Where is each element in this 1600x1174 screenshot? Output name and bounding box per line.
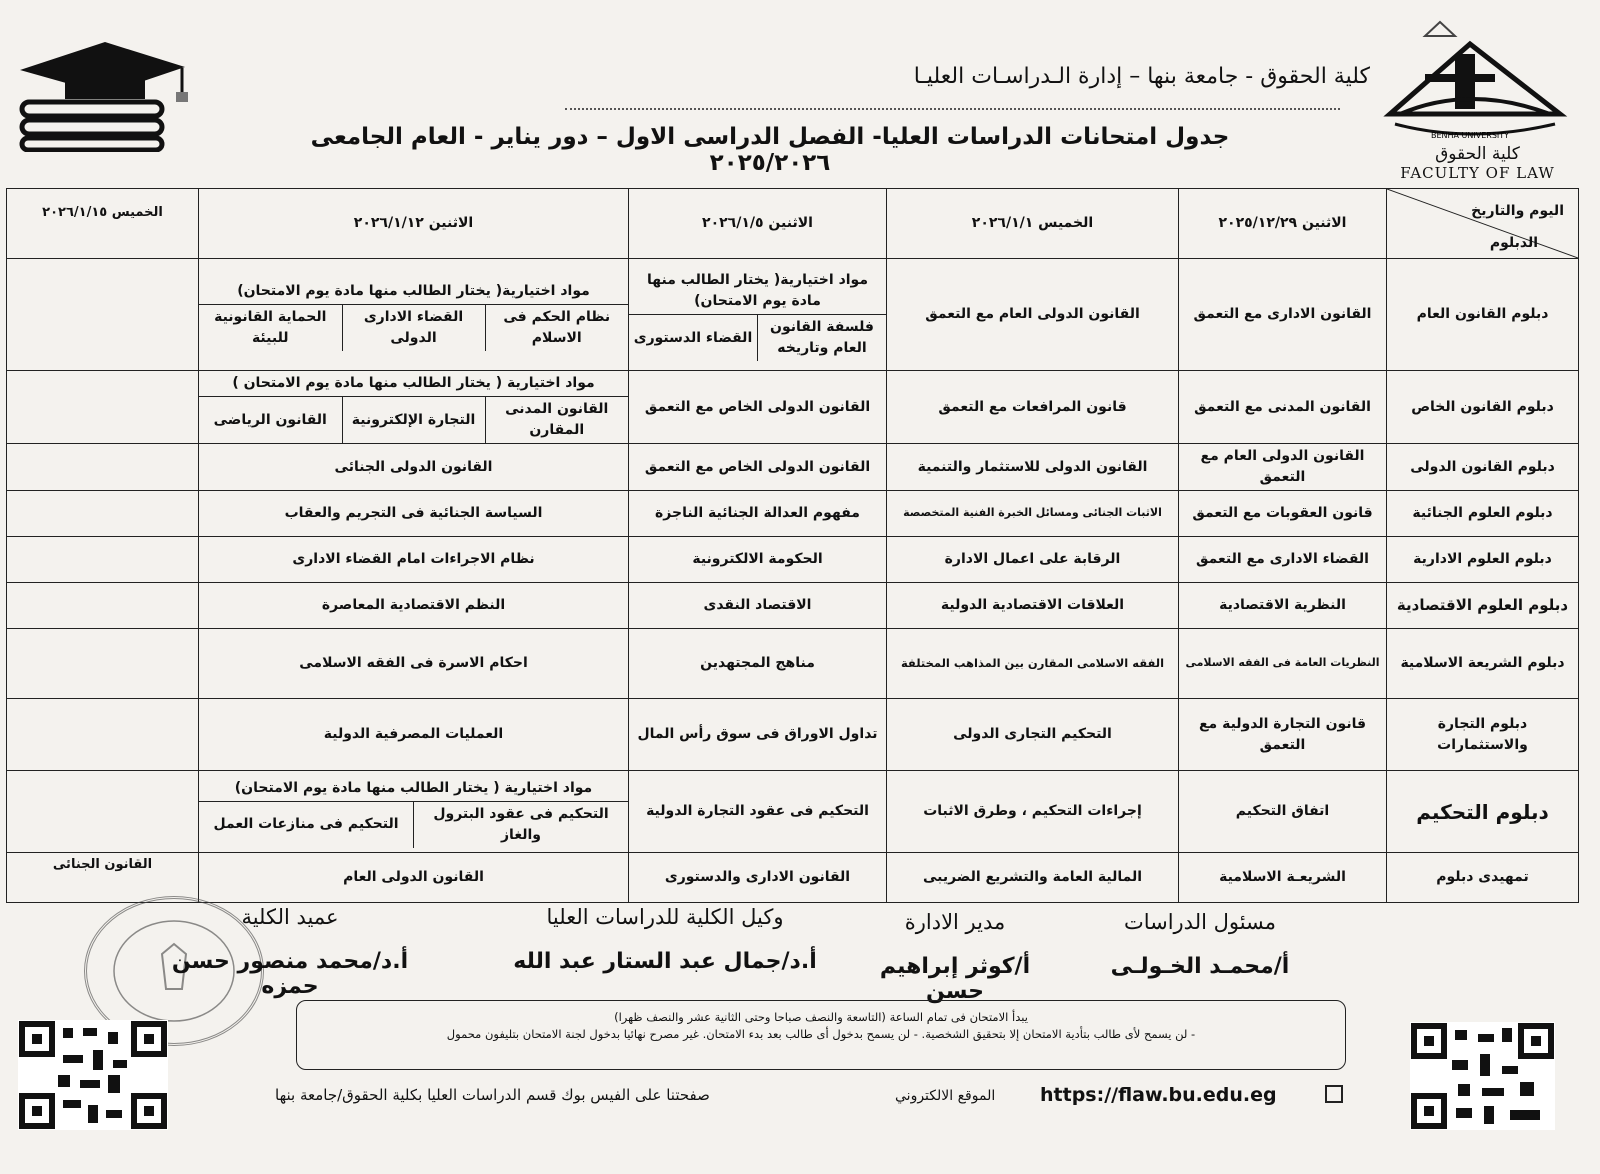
signature-role: عميد الكلية bbox=[241, 905, 339, 929]
day-header-3: الاثنين ٢٠٢٦/١/٥ bbox=[629, 189, 887, 259]
signature-director bbox=[850, 910, 1060, 1004]
university-logo bbox=[1370, 14, 1585, 184]
logo-uni-text: BENHA UNIVERSITY bbox=[1430, 131, 1510, 140]
exam-cell: قانون التجارة الدولية مع التعمق bbox=[1179, 699, 1387, 771]
signature-dean bbox=[140, 905, 440, 999]
diploma-cell: تمهيدى دبلوم bbox=[1387, 853, 1579, 903]
exam-cell bbox=[7, 583, 199, 629]
exam-cell: القانون المدنى المقارن bbox=[485, 397, 628, 444]
exam-cell: القضاء الادارى مع التعمق bbox=[1179, 537, 1387, 583]
signature-name: أ/كوثر إبراهيم حسن bbox=[879, 954, 1031, 1004]
exam-cell bbox=[7, 444, 199, 491]
table-row bbox=[7, 629, 1579, 699]
exam-cell: إجراءات التحكيم ، وطرق الاثبات bbox=[887, 771, 1179, 853]
facebook-page-text: صفحتنا على الفيس بوك قسم الدراسات العليا بكلية الحقوق/جامعة بنها bbox=[275, 1086, 710, 1104]
exam-cell bbox=[7, 491, 199, 537]
elective-cell bbox=[199, 259, 629, 371]
exam-cell: نظام الاجراءات امام القضاء الادارى bbox=[199, 537, 629, 583]
exam-cell: القانون الدولى للاستثمار والتنمية bbox=[887, 444, 1179, 491]
website-label: الموقع الالكتروني bbox=[895, 1088, 996, 1104]
exam-cell: القانون الدولى العام مع التعمق bbox=[887, 259, 1179, 371]
notice-line-1: يبدأ الامتحان فى تمام الساعة (التاسعة والنصف صباحا وحتى الثانية عشر والنصف ظهرا) bbox=[614, 1010, 1028, 1024]
table-row bbox=[7, 537, 1579, 583]
exam-cell bbox=[7, 371, 199, 444]
page-title: جدول امتحانات الدراسات العليا- الفصل الدراسى الاول – دور يناير - العام الجامعى ٢٠٢٥/٢٠٢٦ bbox=[310, 124, 1230, 176]
exam-cell: القانون الادارى والدستورى bbox=[629, 853, 887, 903]
exam-cell bbox=[7, 629, 199, 699]
day-header-5: الخميس ٢٠٢٦/١/١٥ bbox=[7, 189, 199, 259]
exam-cell bbox=[7, 259, 199, 371]
exam-cell: التحكيم فى عقود التجارة الدولية bbox=[629, 771, 887, 853]
exam-cell: القانون المدنى مع التعمق bbox=[1179, 371, 1387, 444]
signature-role: مسئول الدراسات bbox=[1123, 910, 1277, 934]
elective-cell bbox=[199, 371, 629, 444]
signature-name: أ/محمـد الخـولـى bbox=[1110, 954, 1290, 979]
signature-name: أ.د/محمد منصور حسن حمزه bbox=[171, 949, 409, 999]
logo-english-text: FACULTY OF LAW bbox=[1400, 164, 1555, 182]
exam-cell: الاقتصاد النقدى bbox=[629, 583, 887, 629]
exam-cell: الحماية القانونية للبيئة bbox=[199, 304, 342, 351]
exam-cell: الشريعـة الاسلامية bbox=[1179, 853, 1387, 903]
day-header-1: الاثنين ٢٠٢٥/١٢/٢٩ bbox=[1179, 189, 1387, 259]
diploma-cell: دبلوم القانون العام bbox=[1387, 259, 1579, 371]
diploma-cell: دبلوم العلوم الاقتصادية bbox=[1387, 583, 1579, 629]
exam-cell: مناهج المجتهدين bbox=[629, 629, 887, 699]
diploma-cell: دبلوم الشريعة الاسلامية bbox=[1387, 629, 1579, 699]
exam-cell: التحكيم التجارى الدولى bbox=[887, 699, 1179, 771]
qr-code-icon[interactable] bbox=[1410, 1022, 1555, 1132]
signature-name: أ.د/جمال عبد الستار عبد الله bbox=[513, 949, 817, 974]
exam-cell: قانون المرافعات مع التعمق bbox=[887, 371, 1179, 444]
exam-cell: الحكومة الالكترونية bbox=[629, 537, 887, 583]
exam-cell: القانون الدولى الخاص مع التعمق bbox=[629, 444, 887, 491]
diploma-cell: دبلوم العلوم الجنائية bbox=[1387, 491, 1579, 537]
exam-notice-box bbox=[296, 1000, 1346, 1070]
university-line: كلية الحقوق - جامعة بنها – إدارة الـدراسـات العليـا bbox=[913, 64, 1370, 89]
exam-cell bbox=[7, 771, 199, 853]
exam-cell: الرقابة على اعمال الادارة bbox=[887, 537, 1179, 583]
signature-vice-dean bbox=[500, 905, 830, 974]
table-row bbox=[7, 259, 1579, 371]
diploma-cell: دبلوم التحكيم bbox=[1387, 771, 1579, 853]
day-header-4: الاثنين ٢٠٢٦/١/١٢ bbox=[199, 189, 629, 259]
exam-cell: الاثبات الجنائى ومسائل الخبرة الفنية المتخصصة bbox=[887, 491, 1179, 537]
exam-cell: فلسفة القانون العام وتاريخه bbox=[758, 315, 887, 362]
diploma-cell: دبلوم القانون الدولى bbox=[1387, 444, 1579, 491]
exam-cell: القانون الدولى العام bbox=[199, 853, 629, 903]
signature-role: مدير الادارة bbox=[904, 910, 1006, 934]
table-row bbox=[7, 444, 1579, 491]
exam-cell: تداول الاوراق فى سوق رأس المال bbox=[629, 699, 887, 771]
exam-cell: القانون الدولى الخاص مع التعمق bbox=[629, 371, 887, 444]
exam-cell bbox=[7, 699, 199, 771]
exam-cell: القانون الدولى العام مع التعمق bbox=[1179, 444, 1387, 491]
table-row bbox=[7, 699, 1579, 771]
qr-code-icon[interactable] bbox=[18, 1020, 168, 1130]
graduation-cap-icon bbox=[10, 22, 190, 152]
notice-line-2: - لن يسمح لأى طالب بتأدية الامتحان إلا بتحقيق الشخصية. - لن يسمح بدخول أى طالب بعد بدء الامتحان. غير مصرح نهائيا بدخول لجنة الامتحان بتليفون محمول bbox=[446, 1026, 1196, 1041]
exam-cell: السياسة الجنائية فى التجريم والعقاب bbox=[199, 491, 629, 537]
elective-note: مواد اختيارية( يختار الطالب منها مادة يوم الامتحان) bbox=[199, 279, 628, 305]
exam-cell: القانون الرياضى bbox=[199, 397, 342, 444]
exam-cell bbox=[7, 537, 199, 583]
exam-cell: القانون الدولى الجنائى bbox=[199, 444, 629, 491]
website-link[interactable]: https://flaw.bu.edu.eg bbox=[1040, 1084, 1277, 1106]
exam-cell: التحكيم فى عقود البترول والغاز bbox=[414, 801, 629, 848]
exam-cell: النظريات العامة فى الفقه الاسلامى bbox=[1179, 629, 1387, 699]
table-row bbox=[7, 371, 1579, 444]
day-header-2: الخميس ٢٠٢٦/١/١ bbox=[887, 189, 1179, 259]
checkbox-icon bbox=[1325, 1085, 1343, 1103]
exam-cell: القانون الادارى مع التعمق bbox=[1179, 259, 1387, 371]
exam-cell: النظرية الاقتصادية bbox=[1179, 583, 1387, 629]
exam-cell: القانون الجنائى bbox=[7, 853, 199, 903]
exam-cell: قانون العقوبات مع التعمق bbox=[1179, 491, 1387, 537]
exam-cell: القضاء الادارى الدولى bbox=[342, 304, 485, 351]
corner-cell bbox=[1387, 189, 1579, 259]
exam-cell: اتفاق التحكيم bbox=[1179, 771, 1387, 853]
diploma-cell: دبلوم القانون الخاص bbox=[1387, 371, 1579, 444]
elective-note: مواد اختيارية ( يختار الطالب منها مادة يوم الامتحان ) bbox=[199, 371, 628, 397]
table-row bbox=[7, 853, 1579, 903]
exam-cell: الفقه الاسلامى المقارن بين المذاهب المختلفة bbox=[887, 629, 1179, 699]
exam-cell: نظام الحكم فى الاسلام bbox=[485, 304, 628, 351]
exam-cell: المالية العامة والتشريع الضريبى bbox=[887, 853, 1179, 903]
exam-cell: مفهوم العدالة الجنائية الناجزة bbox=[629, 491, 887, 537]
elective-cell bbox=[629, 259, 887, 371]
exam-schedule-table bbox=[6, 188, 1579, 903]
table-row bbox=[7, 583, 1579, 629]
elective-note: مواد اختيارية ( يختار الطالب منها مادة يوم الامتحان) bbox=[199, 776, 628, 802]
table-header-row bbox=[7, 189, 1579, 259]
header-divider bbox=[565, 108, 1340, 110]
diploma-cell: دبلوم التجارة والاستثمارات bbox=[1387, 699, 1579, 771]
exam-cell: العمليات المصرفية الدولية bbox=[199, 699, 629, 771]
elective-note: مواد اختيارية( يختار الطالب منها مادة يوم الامتحان) bbox=[629, 268, 886, 315]
exam-cell: القضاء الدستورى bbox=[629, 315, 758, 362]
exam-cell: التحكيم فى منازعات العمل bbox=[199, 801, 414, 848]
table-row bbox=[7, 491, 1579, 537]
elective-cell bbox=[199, 771, 629, 853]
signature-studies bbox=[1100, 910, 1300, 979]
table-row bbox=[7, 771, 1579, 853]
diploma-cell: دبلوم العلوم الادارية bbox=[1387, 537, 1579, 583]
signature-role: وكيل الكلية للدراسات العليا bbox=[546, 905, 784, 929]
exam-cell: احكام الاسرة فى الفقه الاسلامى bbox=[199, 629, 629, 699]
logo-arabic-text: كلية الحقوق bbox=[1435, 144, 1520, 164]
corner-day-label: اليوم والتاريخ bbox=[1471, 203, 1564, 219]
exam-cell: النظم الاقتصادية المعاصرة bbox=[199, 583, 629, 629]
exam-cell: التجارة الإلكترونية bbox=[342, 397, 485, 444]
corner-diploma-label: الدبلوم bbox=[1489, 235, 1538, 251]
exam-cell: العلاقات الاقتصادية الدولية bbox=[887, 583, 1179, 629]
